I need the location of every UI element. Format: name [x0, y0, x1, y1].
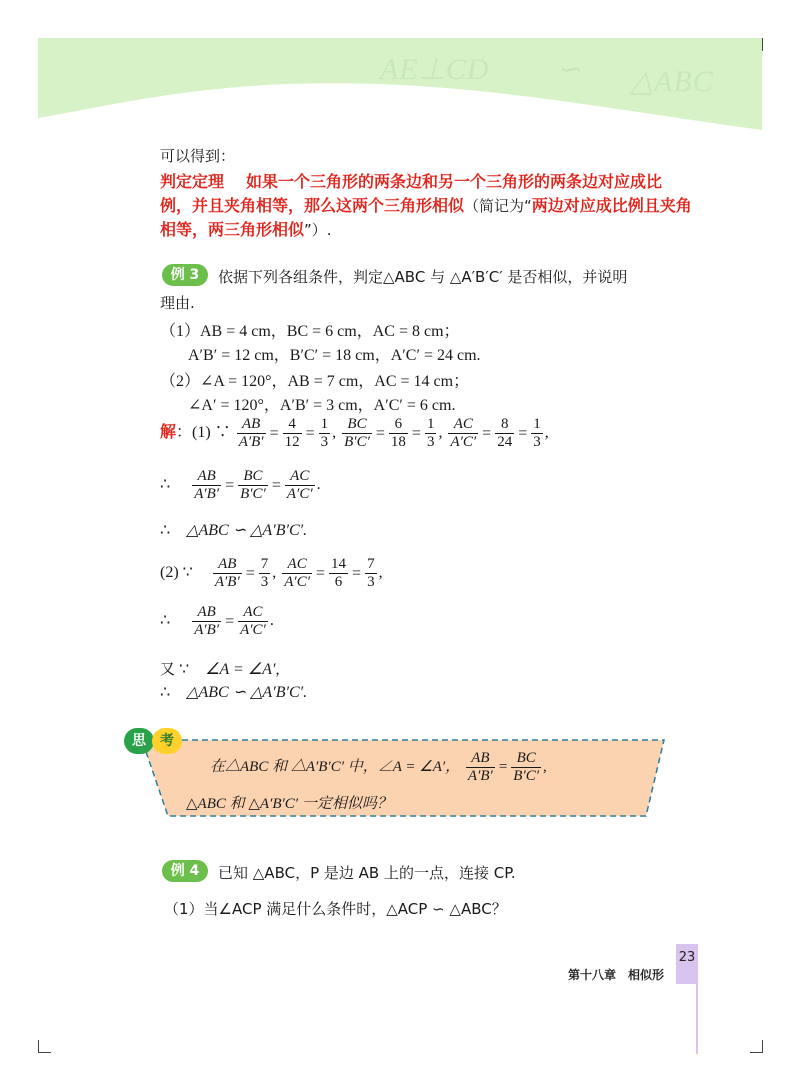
frac-ab-apbp: $\frac{AB}{A'B'}$ [238, 416, 264, 450]
frac-ac-apcp-2: $\frac{AC}{A'C'}$ [286, 468, 313, 502]
banner-text-2: ∽ [556, 53, 583, 86]
frac-ac-apcp: $\frac{AC}{A'C'}$ [450, 416, 477, 450]
solution-line-1: 解：(1) ∵ $\frac{AB}{A'B'}$ = $\frac{4}{12}$ = $\frac{1}{3}$ , $\frac{BC}{B'C'}$ = $\frac{6}{18}$ = $\frac{1}{3}$ , $\frac{AC}{A'C'}$ = $\frac{8}{24}$ = $\frac{1}{3}$ , [160, 416, 549, 450]
page-number: 23 [676, 944, 698, 984]
frac-think-ab: $\frac{AB}{A'B'}$ [467, 750, 493, 784]
because-symbol: ∵ [179, 661, 190, 678]
frac-14-6: $\frac{14}{6}$ [331, 556, 347, 590]
think-text-1: 在△ABC 和 △A′B′C′ 中，∠A = ∠A′， [210, 758, 461, 775]
theorem-note-close: ”）. [304, 221, 332, 239]
you-label: 又 [160, 660, 176, 678]
frac-bc-bpcp: $\frac{BC}{B'C'}$ [344, 416, 370, 450]
frac-bc-bpcp-2: $\frac{BC}{B'C'}$ [240, 468, 266, 502]
theorem-line-3 [160, 220, 332, 240]
theorem-text-1: 如果一个三角形的两条边和另一个三角形的两条边对应成比 [246, 172, 663, 191]
similar-statement-2: △ABC ∽ △A′B′C′. [186, 684, 308, 701]
think-badge-2: 考 [152, 728, 182, 754]
theorem-text-3: 相等，两三角形相似 [160, 220, 305, 239]
frac-8-24: $\frac{8}{24}$ [497, 416, 513, 450]
therefore-symbol: ∴ [160, 612, 171, 630]
theorem-note-text: 两边对应成比例且夹角 [531, 196, 692, 215]
frac-7-3-b: $\frac{7}{3}$ [367, 556, 375, 590]
because-symbol: ∵ [182, 564, 193, 582]
solution-line-3 [160, 520, 307, 540]
theorem-text-2: 例，并且夹角相等，那么这两个三角形相似 [160, 196, 465, 215]
example-4-line-2: （1）当∠ACP 满足什么条件时，△ACP ∽ △ABC？ [164, 900, 507, 918]
solution-line-4: (2) ∵ $\frac{AB}{A'B'}$ = $\frac{7}{3}$ , $\frac{AC}{A'C'}$ = $\frac{14}{6}$ = $\frac{7}{3}$ , [160, 556, 383, 590]
theorem-line-2 [160, 196, 692, 216]
frac-ab-apbp-3: $\frac{AB}{A'B'}$ [214, 556, 240, 590]
theorem-line-1 [160, 172, 662, 192]
similar-statement-1: △ABC ∽ △A′B′C′. [186, 522, 308, 539]
frac-1-3-c: $\frac{1}{3}$ [533, 416, 541, 450]
solution-line-6 [160, 658, 279, 679]
condition-1b: A′B′ = 12 cm，B′C′ = 18 cm，A′C′ = 24 cm. [188, 347, 481, 364]
frac-1-3-b: $\frac{1}{3}$ [426, 416, 435, 450]
example-4-badge: 例 4 [162, 860, 208, 882]
therefore-symbol: ∴ [160, 476, 171, 494]
frac-1-3-a: $\frac{1}{3}$ [320, 416, 329, 450]
therefore-symbol: ∴ [160, 684, 171, 701]
frac-ac-apcp-4: $\frac{AC}{A'C'}$ [240, 604, 266, 638]
crop-mark-bottom-right [750, 1040, 763, 1053]
example-4-line-1: 已知 △ABC，P 是边 AB 上的一点，连接 CP. [218, 864, 516, 882]
example-3-badge: 例 3 [162, 264, 208, 286]
frac-6-18: $\frac{6}{18}$ [390, 416, 406, 450]
think-badge [124, 728, 190, 754]
condition-2a: （2）∠A = 120°，AB = 7 cm，AC = 14 cm； [160, 373, 470, 390]
intro-text: 可以得到： [160, 147, 236, 165]
banner-text-3: △ABC [630, 65, 714, 98]
solution-line-5: ∴ $\frac{AB}{A'B'}$ = $\frac{AC}{A'C'}$ . [160, 604, 274, 638]
solution-line-2: ∴ $\frac{AB}{A'B'}$ = $\frac{BC}{B'C'}$ = $\frac{AC}{A'C'}$ . [160, 468, 321, 502]
frac-ab-apbp-4: $\frac{AB}{A'B'}$ [194, 604, 220, 638]
theorem-note-open: （简记为“ [464, 197, 532, 215]
chapter-title: 第十八章 相似形 [568, 968, 665, 982]
theorem-title: 判定定理 [160, 172, 225, 191]
example-3-line-1: 依据下列各组条件，判定△ABC 与 △A′B′C′ 是否相似，并说明 [218, 268, 628, 286]
frac-4-12: $\frac{4}{12}$ [284, 416, 300, 450]
example-3-line-2: 理由. [160, 294, 195, 312]
think-line-1: 在△ABC 和 △A′B′C′ 中，∠A = ∠A′， $\frac{AB}{A'B'}$ = $\frac{BC}{B'C'}$ , [210, 750, 547, 784]
frac-think-bc: $\frac{BC}{B'C'}$ [513, 750, 540, 784]
frac-ab-apbp-2: $\frac{AB}{A'B'}$ [194, 468, 220, 502]
frac-ac-apcp-3: $\frac{AC}{A'C'}$ [284, 556, 310, 590]
therefore-symbol: ∴ [160, 522, 171, 539]
solution-line-7 [160, 682, 307, 702]
banner-text-1: AE⊥CD [380, 53, 490, 86]
solution-part-1: ：(1) ∵ [176, 424, 231, 442]
angle-equal: ∠A = ∠A′, [205, 661, 280, 678]
think-line-2: △ABC 和 △A′B′C′ 一定相似吗？ [186, 796, 392, 812]
frac-7-3: $\frac{7}{3}$ [260, 556, 269, 590]
page-side-line [696, 984, 698, 1054]
part-2-label: (2) [160, 564, 179, 582]
condition-1a: （1）AB = 4 cm，BC = 6 cm，AC = 8 cm； [160, 323, 460, 340]
crop-mark-bottom-left [38, 1040, 51, 1053]
think-badge-1: 思 [124, 728, 154, 754]
solution-label: 解 [160, 422, 177, 442]
condition-2b: ∠A′ = 120°，A′B′ = 3 cm，A′C′ = 6 cm. [188, 397, 456, 414]
